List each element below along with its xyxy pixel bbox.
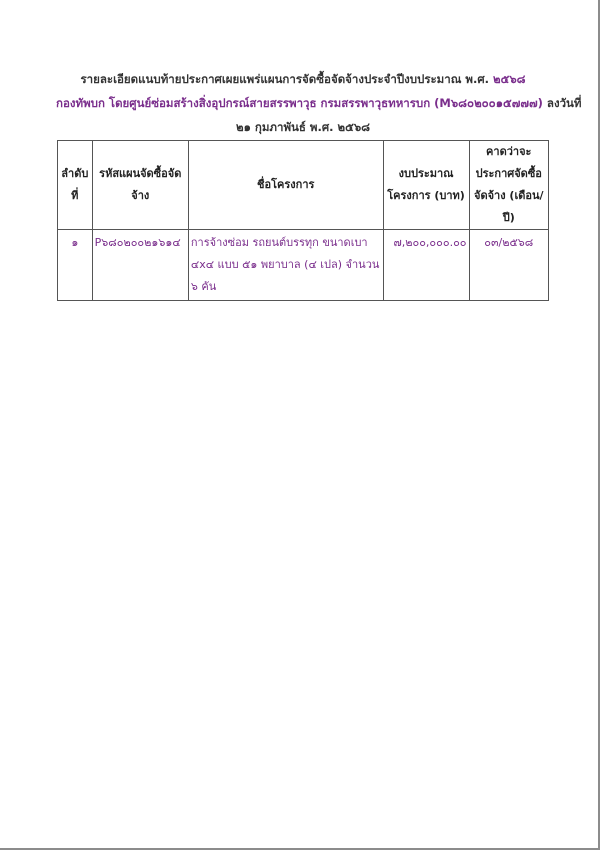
procurement-plan-table [57,140,549,301]
header-organization: กองทัพบก โดยศูนย์ซ่อมสร้างสิ่งอุปกรณ์สายสรรพาวุธ กรมสรรพาวุธทหารบก (M๖๘๐๒๐๐๑๕๗๗๗) [56,96,543,110]
cell-project-name: การจ้างซ่อม รถยนต์บรรทุก ขนาดเบา ๔x๔ แบบ ๕๑ พยาบาล (๔ เปล) จำนวน ๖ คัน [188,230,383,301]
header-fiscal-year: ๒๕๖๘ [493,72,526,86]
header-date: ๒๑ กุมภาพันธ์ พ.ศ. ๒๕๖๘ [235,120,370,134]
cell-plan-code: P๖๘๐๒๐๐๒๑๖๑๔ [92,230,188,301]
document-header [56,67,582,139]
table-row [58,230,549,301]
cell-announce-date: ๐๓/๒๕๖๘ [469,230,549,301]
header-cell-date: คาดว่าจะประกาศจัดซื้อจัดจ้าง (เดือน/ปี) [469,141,549,230]
cell-no: ๑ [58,230,93,301]
header-cell-budget: งบประมาณโครงการ (บาท) [383,141,469,230]
table-header-row [58,141,549,230]
cell-budget: ๗,๒๐๐,๐๐๐.๐๐ [383,230,469,301]
header-title: รายละเอียดแนบท้ายประกาศเผยแพร่แผนการจัดซื้อจัดจ้างประจำปีงบประมาณ พ.ศ. [80,72,490,86]
header-cell-name: ชื่อโครงการ [188,141,383,230]
header-dated-label: ลงวันที่ [546,96,582,110]
header-cell-code: รหัสแผนจัดซื้อจัดจ้าง [92,141,188,230]
header-cell-no: ลำดับที่ [58,141,93,230]
header-line-1 [56,67,550,91]
header-line-2 [56,91,582,115]
